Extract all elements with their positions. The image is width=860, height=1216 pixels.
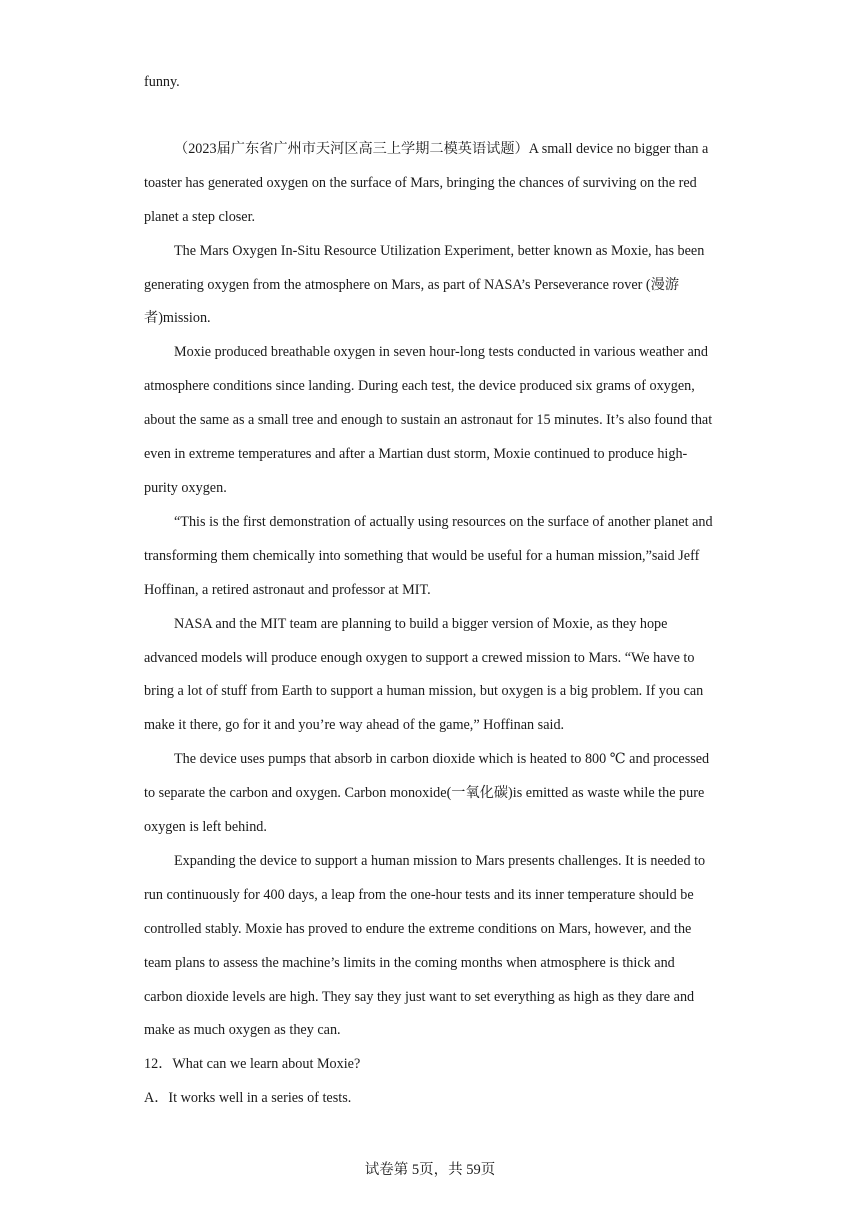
paragraph-5: NASA and the MIT team are planning to build a bigger version of Moxie, as they hope advanced models will produce enough oxygen to support a crewed mission to Mars. “We have to bring a lot of stuff from Earth to support a human mission, but oxygen is a big problem. If you can make it there, go for it and you’re way ahead of the game,” Hoffinan said. <box>144 615 704 734</box>
page-footer: 试卷第 5页，共 59页 <box>364 1162 496 1178</box>
spacer <box>144 100 716 133</box>
paragraph-6: The device uses pumps that absorb in carbon dioxide which is heated to 800 ℃ and processed to separate the carbon and oxygen. Carbon monoxide(一氧化碳)is emitted as waste while the pure oxygen is left behind. <box>144 751 710 836</box>
paragraph-4: “This is the first demonstration of actually using resources on the surface of another planet and transforming them chemically into something that would be useful for a human mission,”said Jeff Hoffinan, a retired astronaut and professor at MIT. <box>144 513 713 598</box>
paragraph-7: Expanding the device to support a human mission to Mars presents challenges. It is needed to run continuously for 400 days, a leap from the one-hour tests and its inner temperature should be controlled stably. Moxie has proved to endure the extreme conditions on Mars, however, and the team plans to assess the machine’s limits in the coming months when atmosphere is thick and carbon dioxide levels are high. They say they just want to set everything as high as they dare and make as much oxygen as they can. <box>144 852 706 1039</box>
option-a: A．It works well in a series of tests. <box>144 1090 352 1107</box>
document-body <box>144 66 716 1116</box>
paragraph-2: The Mars Oxygen In-Situ Resource Utilization Experiment, better known as Moxie, has been generating oxygen from the atmosphere on Mars, as part of NASA’s Perseverance rover (漫游者)mission. <box>144 242 705 327</box>
paragraph-1: （2023届广东省广州市天河区高三上学期二模英语试题）A small device no bigger than a toaster has generated oxygen on the surface of Mars, bringing the chances of surviving on the red planet a step closer. <box>144 140 709 225</box>
paragraph-3: Moxie produced breathable oxygen in seven hour-long tests conducted in various weather and atmosphere conditions since landing. During each test, the device produced six grams of oxygen, about the same as a small tree and enough to sustain an astronaut for 15 minutes. It’s also found that even in extreme temperatures and after a Martian dust storm, Moxie continued to produce high-purity oxygen. <box>144 344 713 496</box>
question-12: 12．What can we learn about Moxie? <box>144 1056 361 1073</box>
carryover-text: funny. <box>144 74 180 90</box>
